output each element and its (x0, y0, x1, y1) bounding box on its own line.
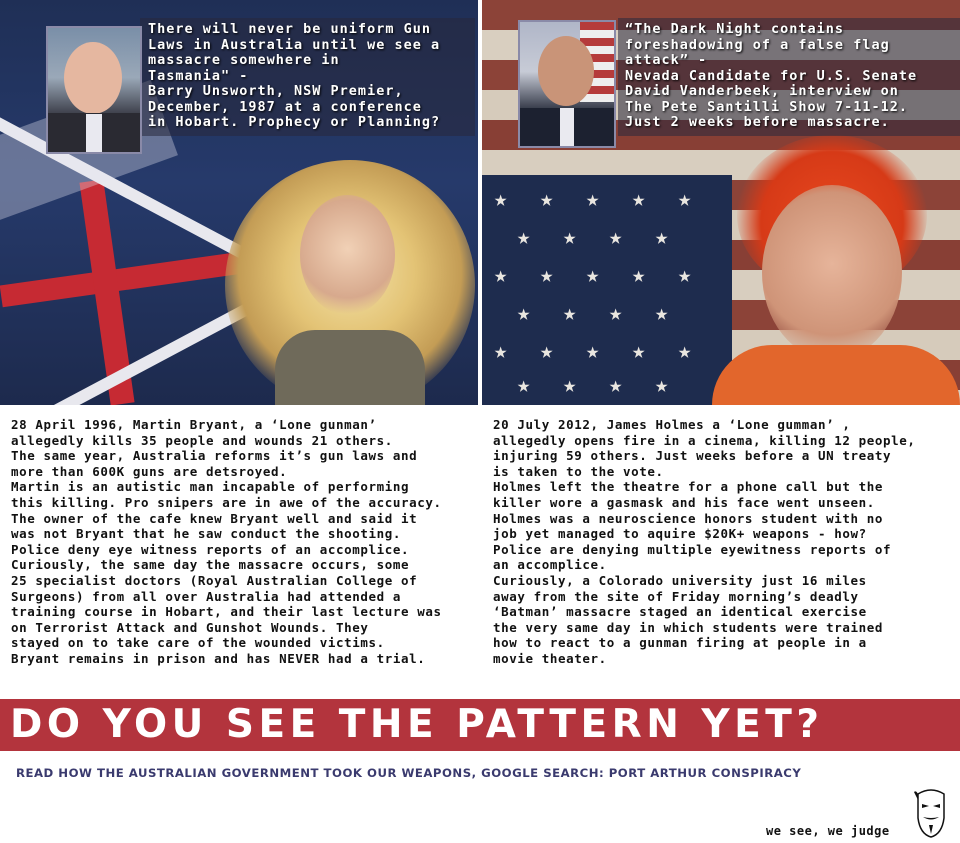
orange-jumpsuit (712, 345, 960, 405)
flag-star-canton: ★ ★ ★ ★ ★ ★ ★ ★ ★ ★ ★ ★ ★ ★ ★ ★ ★ ★ ★ ★ ★ ★ ★ ★ ★ ★ ★ (482, 175, 732, 405)
usa-collage-image (482, 0, 960, 405)
tagline-text: we see, we judge (766, 824, 890, 838)
barry-unsworth-portrait (46, 26, 142, 154)
aurora-story-text: 20 July 2012, James Holmes a ‘Lone gumman’ , allegedly opens fire in a cinema, killing 12 people, injuring 59 others. Just weeks before a UN treaty is taken to the vote. Holmes left the theatre for a phone call but the killer wore a gasmask and his face went unseen. Holmes was a neuroscience honors student with no job yet managed to aquire $20K+ weapons - how? Police are denying multiple eyewitness reports of an accomplice. Curiously, a Colorado university just 16 miles away from the site of Friday morning’s deadly ‘Batman’ massacre staged an identical exercise the very same day in which students were trained how to react to a gunman firing at people in a movie theater. (493, 417, 916, 666)
flag-red-cross (0, 251, 250, 308)
man-face (762, 185, 902, 360)
vanderbeek-quote: “The Dark Night contains foreshadowing of a false flag attack” - Nevada Candidate for U.S. Senate David Vanderbeek, interview on The Pete Santilli Show 7-11-12. Just 2 weeks before massacre. (625, 21, 918, 130)
port-arthur-story-text: 28 April 1996, Martin Bryant, a ‘Lone gunman’ allegedly kills 35 people and wounds 21 others. The same year, Australia reforms it’s gun laws and more than 600K guns are detsroyed. Martin is an autistic man incapable of performing this killing. Pro snipers are in awe of the accuracy. The owner of the cafe knew Bryant well and said it was not Bryant that he saw conduct the shooting. Police deny eye witness reports of an accomplice. Curiously, the same day the massacre occurs, some 25 specialist doctors (Royal Australian College of Surgeons) from all over Australia had attended a training course in Hobart, and their last lecture was on Terrorist Attack and Gunshot Wounds. They stayed on to take care of the wounded victims. Bryant remains in prison and has NEVER had a trial. (11, 417, 442, 666)
man-shirt (275, 330, 425, 405)
australia-collage-image (0, 0, 478, 405)
guy-fawkes-mask-icon (914, 788, 948, 838)
headline-text: DO YOU SEE THE PATTERN YET? (10, 702, 824, 747)
man-face (300, 195, 395, 315)
unsworth-quote: There will never be uniform Gun Laws in Australia until we see a massacre somewhere in Tasmania" - Barry Unsworth, NSW Premier, December, 1987 at a conference in Hobart. Prophecy or Planning? (148, 21, 441, 130)
star-icon: ★ (494, 187, 508, 212)
david-vanderbeek-portrait (518, 20, 616, 148)
search-instruction-text: READ HOW THE AUSTRALIAN GOVERNMENT TOOK OUR WEAPONS, GOOGLE SEARCH: PORT ARTHUR CONSPIRACY (16, 766, 802, 780)
